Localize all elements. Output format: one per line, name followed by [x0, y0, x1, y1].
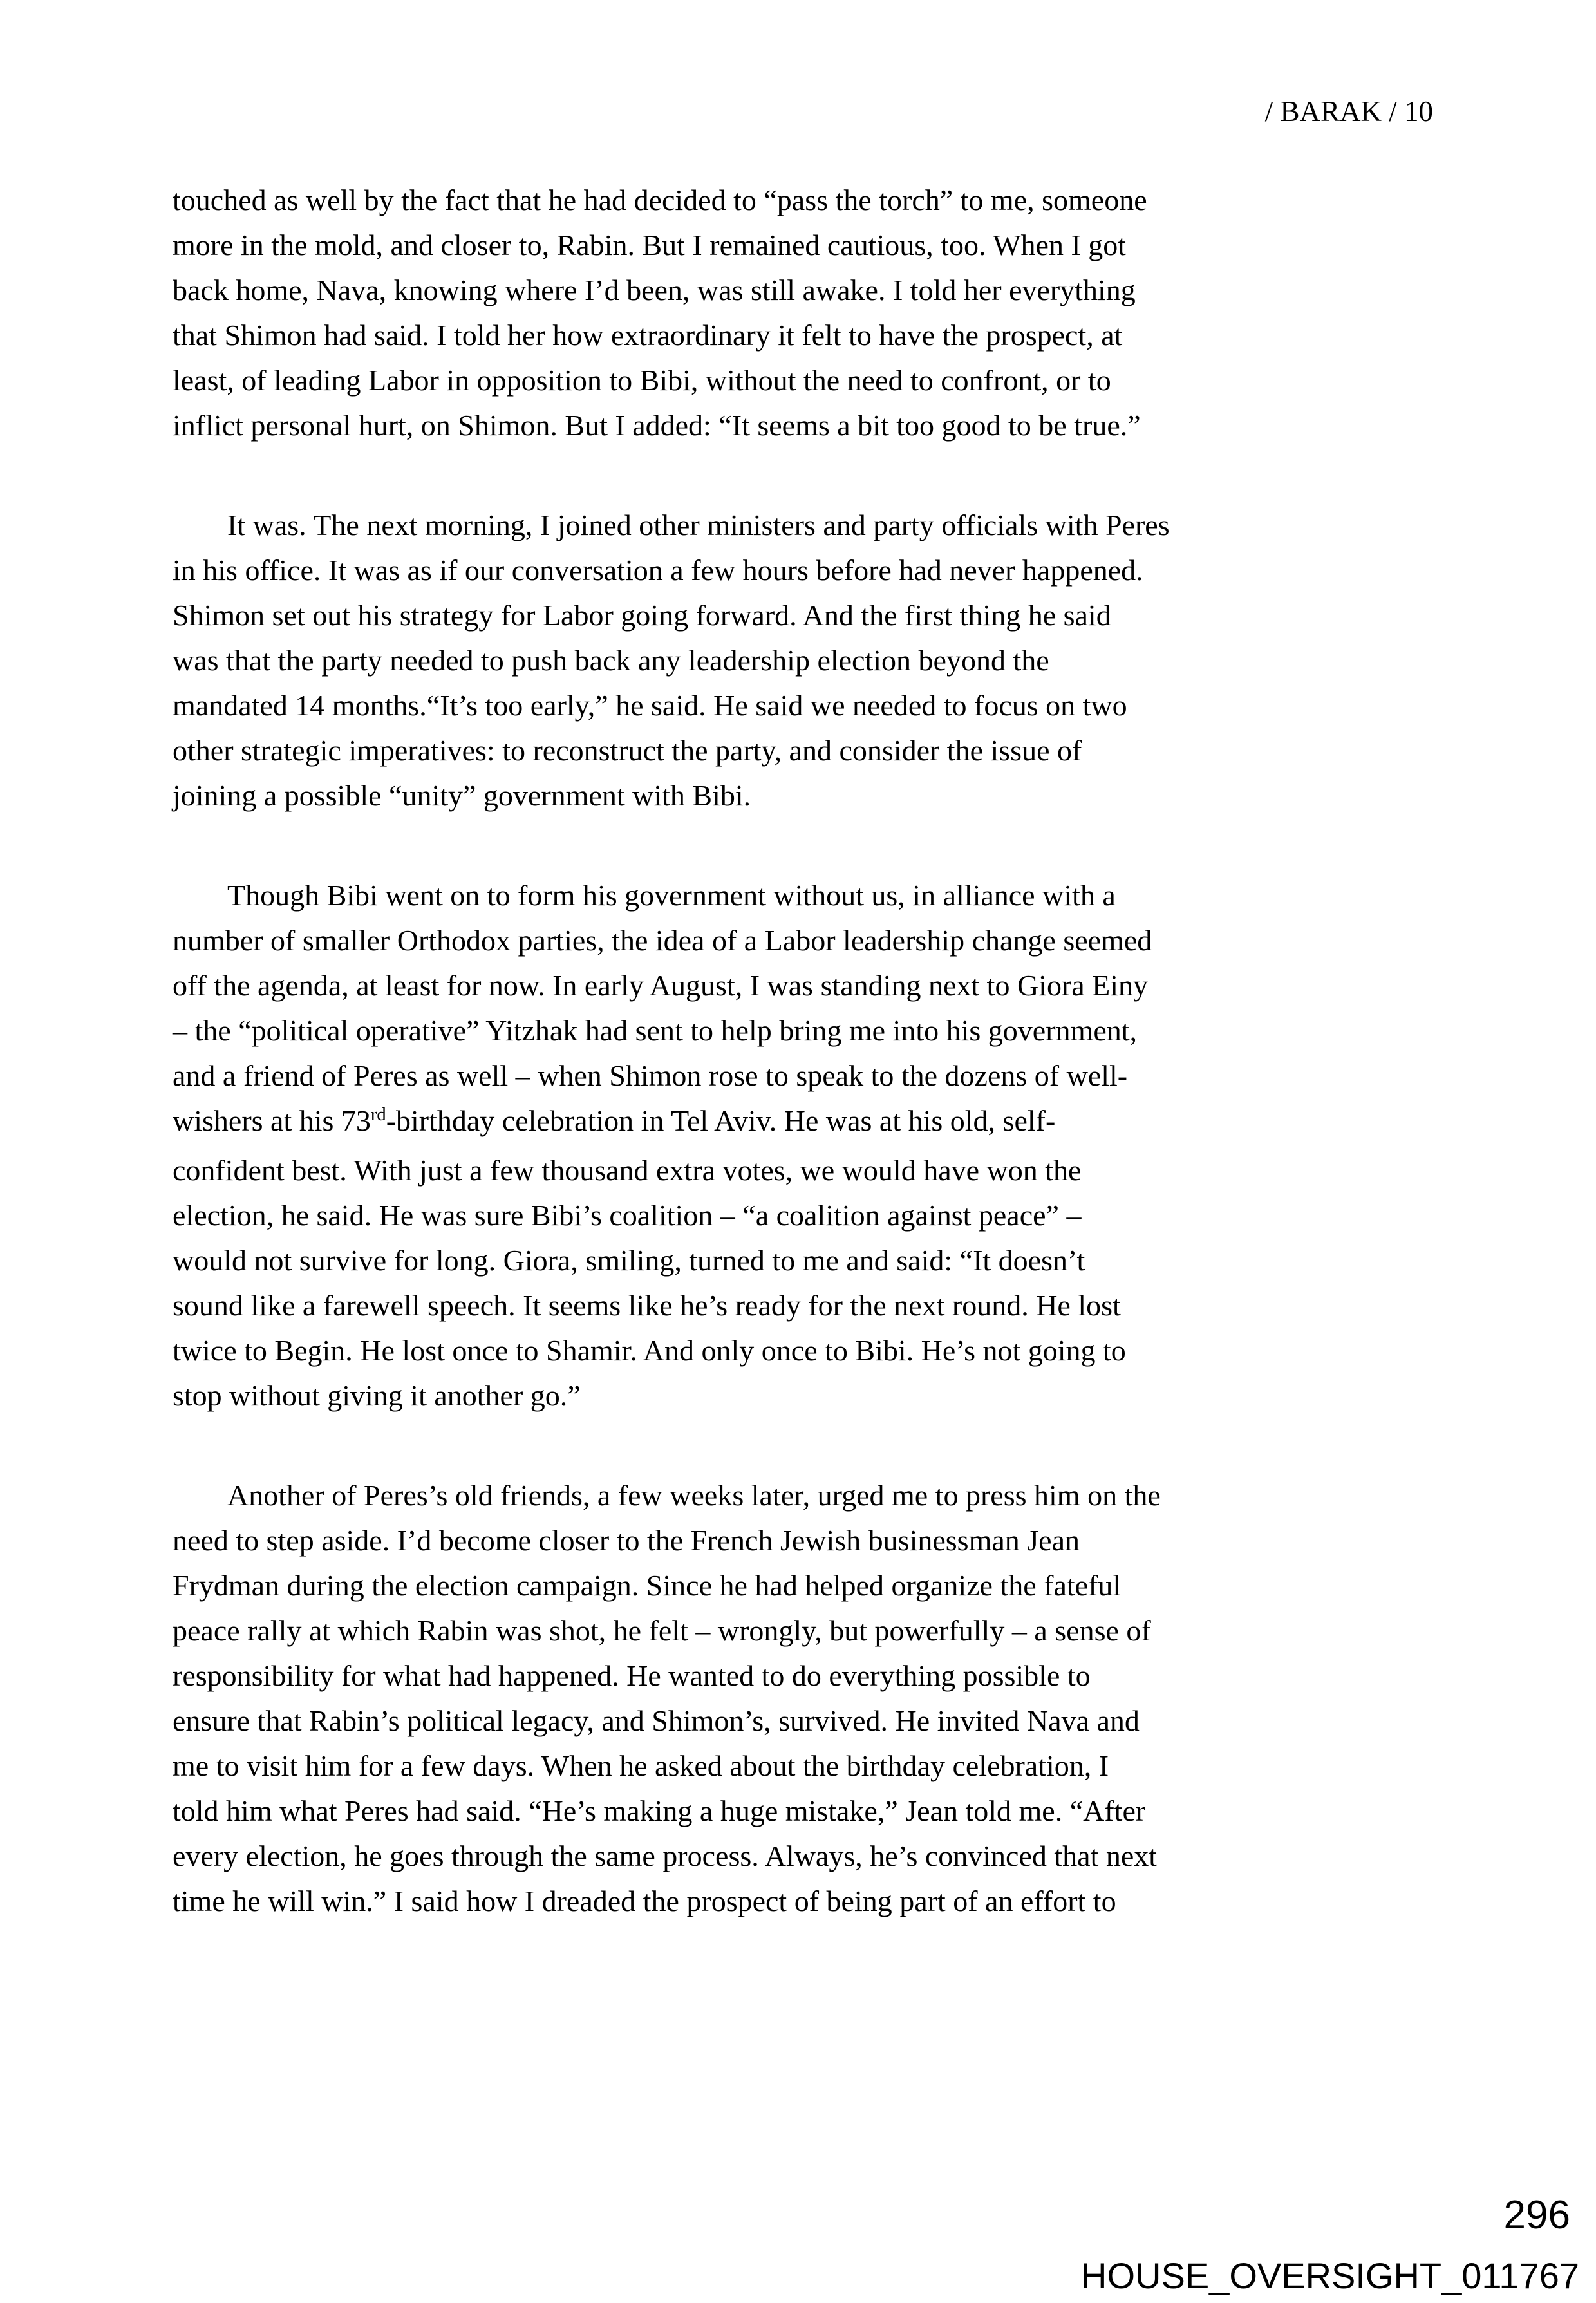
text-line: Another of Peres’s old friends, a few weeks later, urged me to press him on the [227, 1479, 1161, 1512]
text-line: Though Bibi went on to form his government without us, in alliance with a [227, 879, 1116, 912]
text-line: Shimon set out his strategy for Labor going forward. And the first thing he said [173, 599, 1111, 632]
page-header: / BARAK / 10 [1264, 95, 1433, 127]
paragraph [173, 503, 1444, 818]
bates-stamp: HOUSE_OVERSIGHT_011767 [1081, 2255, 1579, 2296]
body-text [173, 178, 1444, 1924]
page-number: 296 [1503, 2193, 1570, 2237]
text-line: election, he said. He was sure Bibi’s coalition – “a coalition against peace” – [173, 1199, 1082, 1232]
text-line: other strategic imperatives: to reconstruct the party, and consider the issue of [173, 734, 1082, 767]
text-line: peace rally at which Rabin was shot, he felt – wrongly, but powerfully – a sense of [173, 1614, 1151, 1647]
text-line: and a friend of Peres as well – when Shimon rose to speak to the dozens of well- [173, 1059, 1128, 1092]
superscript: rd [370, 1105, 386, 1125]
text-line: least, of leading Labor in opposition to Bibi, without the need to confront, or to [173, 364, 1111, 397]
text-line: sound like a farewell speech. It seems like he’s ready for the next round. He lost [173, 1289, 1121, 1322]
text-line: number of smaller Orthodox parties, the idea of a Labor leadership change seemed [173, 924, 1152, 957]
text-line: need to step aside. I’d become closer to the French Jewish businessman Jean [173, 1524, 1080, 1557]
text-line: off the agenda, at least for now. In early August, I was standing next to Giora Einy [173, 969, 1149, 1002]
text-line: would not survive for long. Giora, smiling, turned to me and said: “It doesn’t [173, 1244, 1085, 1277]
text-line: responsibility for what had happened. He wanted to do everything possible to [173, 1659, 1091, 1692]
text-line: Frydman during the election campaign. Since he had helped organize the fateful [173, 1569, 1122, 1602]
paragraph [173, 873, 1444, 1418]
text-line: touched as well by the fact that he had decided to “pass the torch” to me, someone [173, 183, 1147, 216]
text-line: back home, Nava, knowing where I’d been, was still awake. I told her everything [173, 274, 1136, 306]
text-line: every election, he goes through the same process. Always, he’s convinced that next [173, 1839, 1158, 1872]
text-line: – the “political operative” Yitzhak had sent to help bring me into his government, [173, 1014, 1138, 1047]
paragraph [173, 178, 1444, 448]
text-line: time he will win.” I said how I dreaded the prospect of being part of an effort to [173, 1885, 1116, 1917]
paragraph [173, 1473, 1444, 1924]
text-line: twice to Begin. He lost once to Shamir. And only once to Bibi. He’s not going to [173, 1334, 1126, 1367]
text-line: It was. The next morning, I joined other ministers and party officials with Peres [227, 509, 1170, 541]
text-line: ensure that Rabin’s political legacy, and Shimon’s, survived. He invited Nava and [173, 1704, 1140, 1737]
text-line: stop without giving it another go.” [173, 1379, 581, 1412]
text-line: joining a possible “unity” government with Bibi. [173, 779, 751, 812]
text-line: in his office. It was as if our conversation a few hours before had never happened. [173, 554, 1143, 587]
text-line: mandated 14 months.“It’s too early,” he said. He said we needed to focus on two [173, 689, 1127, 722]
text-line: wishers at his 73rd-birthday celebration in Tel Aviv. He was at his old, self- [173, 1104, 1056, 1137]
text-line: confident best. With just a few thousand extra votes, we would have won the [173, 1154, 1082, 1187]
text-line: more in the mold, and closer to, Rabin. But I remained cautious, too. When I got [173, 229, 1127, 261]
text-line: me to visit him for a few days. When he asked about the birthday celebration, I [173, 1749, 1109, 1782]
text-line: was that the party needed to push back any leadership election beyond the [173, 644, 1049, 677]
text-line: told him what Peres had said. “He’s making a huge mistake,” Jean told me. “After [173, 1794, 1146, 1827]
text-line: inflict personal hurt, on Shimon. But I added: “It seems a bit too good to be true.” [173, 409, 1141, 442]
text-line: that Shimon had said. I told her how extraordinary it felt to have the prospect, at [173, 319, 1123, 352]
